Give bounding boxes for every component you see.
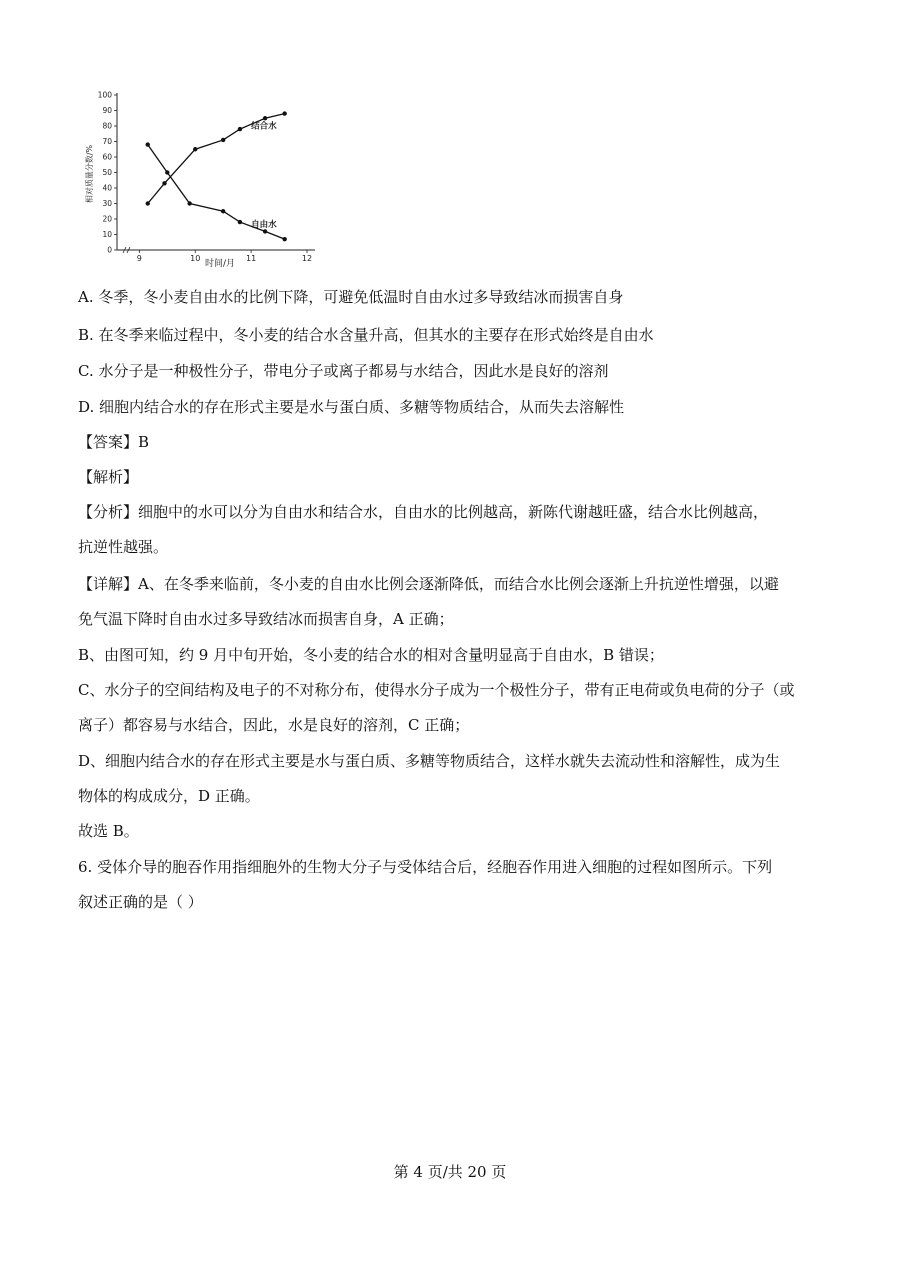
x-tick-label: 10	[190, 254, 201, 263]
xiangjie-line-5: 离子）都容易与水结合，因此，水是良好的溶剂，C 正确；	[78, 716, 470, 734]
data-point	[221, 209, 225, 213]
data-point	[162, 181, 166, 185]
xiangjie-line-1: 【详解】A、在冬季来临前，冬小麦的自由水比例会逐渐降低，而结合水比例会逐渐上升抗逆性增强，以避	[78, 575, 779, 593]
y-axis-label: 相对质量分数/%	[85, 144, 94, 204]
data-point	[193, 147, 197, 151]
page-footer: 第 4 页/共 20 页	[393, 1163, 507, 1181]
y-tick-label: 50	[102, 168, 112, 177]
data-point	[238, 127, 242, 131]
series-label: 结合水	[251, 121, 277, 132]
data-point	[282, 111, 286, 115]
data-point	[165, 170, 169, 174]
xiangjie-line-3: B、由图可知，约 9 月中旬开始，冬小麦的结合水的相对含量明显高于自由水，B 错误；	[78, 646, 664, 664]
data-point	[221, 138, 225, 142]
data-point	[238, 220, 242, 224]
conclusion: 故选 B。	[78, 822, 139, 840]
option-c: C. 水分子是一种极性分子，带电分子或离子都易与水结合，因此水是良好的溶剂	[78, 362, 609, 380]
data-point	[187, 201, 191, 205]
xiangjie-line-2: 免气温下降时自由水过多导致结冰而损害自身，A 正确；	[78, 610, 454, 628]
xiangjie-line-6: D、细胞内结合水的存在形式主要是水与蛋白质、多糖等物质结合，这样水就失去流动性和溶解性，成为生	[78, 752, 781, 770]
option-a: A. 冬季，冬小麦自由水的比例下降，可避免低温时自由水过多导致结冰而损害自身	[78, 288, 624, 306]
x-tick-label: 9	[136, 254, 142, 263]
y-axis	[98, 91, 117, 255]
data-point	[146, 142, 150, 146]
data-point	[263, 116, 267, 120]
y-tick-label: 30	[102, 199, 112, 208]
fenxi-line-2: 抗逆性越强。	[78, 538, 169, 556]
x-tick-label: 11	[246, 254, 257, 263]
option-b: B. 在冬季来临过程中，冬小麦的结合水含量升高，但其水的主要存在形式始终是自由水	[78, 326, 654, 344]
answer: 【答案】B	[78, 433, 150, 451]
question-6-line-2: 叙述正确的是（ ）	[78, 893, 203, 911]
x-tick-label: 12	[301, 254, 313, 263]
series-lines	[146, 111, 287, 241]
xiangjie-line-7: 物体的构成成分，D 正确。	[78, 787, 260, 805]
data-point	[146, 201, 150, 205]
y-tick-label: 0	[107, 245, 112, 255]
series-label: 自由水	[251, 220, 277, 231]
water-content-chart	[80, 82, 320, 272]
y-tick-label: 80	[102, 121, 112, 131]
y-tick-label: 70	[102, 137, 112, 146]
y-tick-label: 40	[102, 183, 112, 193]
analysis-heading: 【解析】	[78, 468, 139, 486]
y-tick-label: 60	[102, 152, 112, 162]
y-tick-label: 10	[102, 230, 112, 239]
fenxi-line-1: 【分析】细胞中的水可以分为自由水和结合水，自由水的比例越高，新陈代谢越旺盛，结合水比例越高，	[78, 503, 769, 521]
question-6-line-1: 6. 受体介导的胞吞作用指细胞外的生物大分子与受体结合后，经胞吞作用进入细胞的过程如图所示。下列	[78, 858, 773, 876]
x-axis-label: 时间/月	[204, 259, 236, 269]
y-tick-label: 90	[102, 106, 112, 115]
data-point	[282, 237, 286, 241]
xiangjie-line-4: C、水分子的空间结构及电子的不对称分布，使得水分子成为一个极性分子，带有正电荷或负电荷的分子（或	[78, 681, 795, 699]
option-d: D. 细胞内结合水的存在形式主要是水与蛋白质、多糖等物质结合，从而失去溶解性	[78, 398, 625, 416]
y-tick-label: 100	[97, 90, 112, 100]
y-tick-label: 20	[102, 214, 112, 224]
